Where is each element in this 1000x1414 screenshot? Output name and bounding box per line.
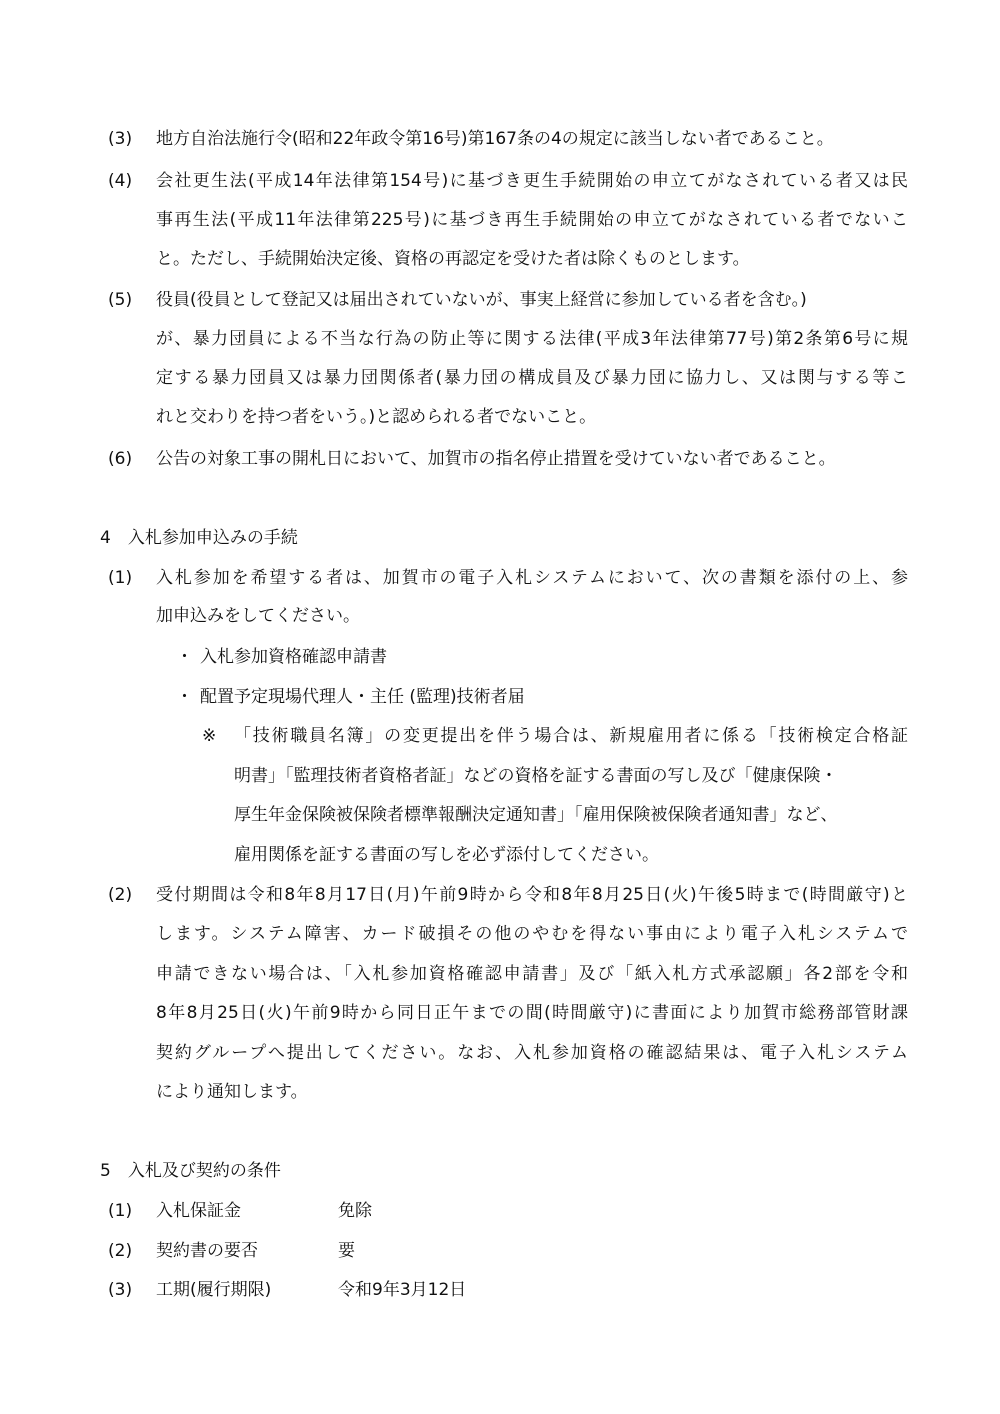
section-4-item-2-line-5: 契約グループへ提出してください。なお、入札参加資格の確認結果は、電子入札システム xyxy=(156,1043,908,1063)
condition-value-bid-bond: 免除 xyxy=(338,1201,372,1221)
note-line-2: 明書」「監理技術者資格者証」などの資格を証する書面の写し及び「健康保険・ xyxy=(234,766,838,786)
condition-number-1: (1) xyxy=(108,1201,133,1221)
item-number-4: (4) xyxy=(108,171,133,191)
section-4-item-1-line-1: 入札参加を希望する者は、加賀市の電子入札システムにおいて、次の書類を添付の上、参 xyxy=(156,568,908,588)
condition-label-contract: 契約書の要否 xyxy=(156,1241,258,1261)
bullet-mark: ・ xyxy=(176,687,193,707)
bullet-text-application-form: 入札参加資格確認申請書 xyxy=(200,647,387,667)
item-5-line-1: 役員(役員として登記又は届出されていないが、事実上経営に参加している者を含む。) xyxy=(156,290,807,310)
item-4-line-3: と。ただし、手続開始決定後、資格の再認定を受けた者は除くものとします。 xyxy=(156,249,750,269)
item-4-line-1: 会社更生法(平成14年法律第154号)に基づき更生手続開始の申立てがなされている者又は民 xyxy=(156,171,908,191)
section-4-heading: 4 入札参加申込みの手続 xyxy=(100,528,298,548)
item-6-line-1: 公告の対象工事の開札日において、加賀市の指名停止措置を受けていない者であること。 xyxy=(156,449,836,469)
note-line-4: 雇用関係を証する書面の写しを必ず添付してください。 xyxy=(234,845,659,865)
condition-value-term: 令和9年3月12日 xyxy=(338,1280,467,1300)
section-4-item-2-line-3: 申請できない場合は、「入札参加資格確認申請書」及び「紙入札方式承認願」各2部を令和 xyxy=(156,964,908,984)
section-4-item-number-1: (1) xyxy=(108,568,133,588)
section-4-item-1-line-2: 加申込みをしてください。 xyxy=(156,606,360,626)
note-line-1: 「技術職員名簿」の変更提出を伴う場合は、新規雇用者に係る「技術検定合格証 xyxy=(234,726,908,746)
item-5-line-4: れと交わりを持つ者をいう。)と認められる者でないこと。 xyxy=(156,407,597,427)
note-mark: ※ xyxy=(202,726,217,746)
item-number-5: (5) xyxy=(108,290,133,310)
item-5-line-3: 定する暴力団員又は暴力団関係者(暴力団の構成員及び暴力団に協力し、又は関与する等こ xyxy=(156,368,908,388)
section-4-item-2-line-2: します。システム障害、カード破損その他のやむを得ない事由により電子入札システムで xyxy=(156,924,908,944)
condition-label-term: 工期(履行期限) xyxy=(156,1280,272,1300)
note-line-3: 厚生年金保険被保険者標準報酬決定通知書」「雇用保険被保険者通知書」など、 xyxy=(234,805,838,825)
section-4-item-2-line-4: 8年8月25日(火)午前9時から同日正午までの間(時間厳守)に書面により加賀市総務部管財課 xyxy=(156,1003,908,1023)
section-4-item-2-line-1: 受付期間は令和8年8月17日(月)午前9時から令和8年8月25日(火)午後5時まで(時間厳守)と xyxy=(156,885,908,905)
item-5-line-2: が、暴力団員による不当な行為の防止等に関する法律(平成3年法律第77号)第2条第6号に規 xyxy=(156,329,908,349)
item-3-line-1: 地方自治法施行令(昭和22年政令第16号)第167条の4の規定に該当しない者であること。 xyxy=(156,129,834,149)
section-5-heading: 5 入札及び契約の条件 xyxy=(100,1161,281,1181)
bullet-mark: ・ xyxy=(176,647,193,667)
condition-label-bid-bond: 入札保証金 xyxy=(156,1201,241,1221)
item-4-line-2: 事再生法(平成11年法律第225号)に基づき再生手続開始の申立てがなされている者でないこ xyxy=(156,210,908,230)
condition-number-3: (3) xyxy=(108,1280,133,1300)
condition-number-2: (2) xyxy=(108,1241,133,1261)
item-number-3: (3) xyxy=(108,129,133,149)
item-number-6: (6) xyxy=(108,449,133,469)
section-4-item-2-line-6: により通知します。 xyxy=(156,1082,308,1102)
condition-value-contract: 要 xyxy=(338,1241,355,1261)
section-4-item-number-2: (2) xyxy=(108,885,133,905)
bullet-text-engineer-form: 配置予定現場代理人・主任 (監理)技術者届 xyxy=(200,687,525,707)
